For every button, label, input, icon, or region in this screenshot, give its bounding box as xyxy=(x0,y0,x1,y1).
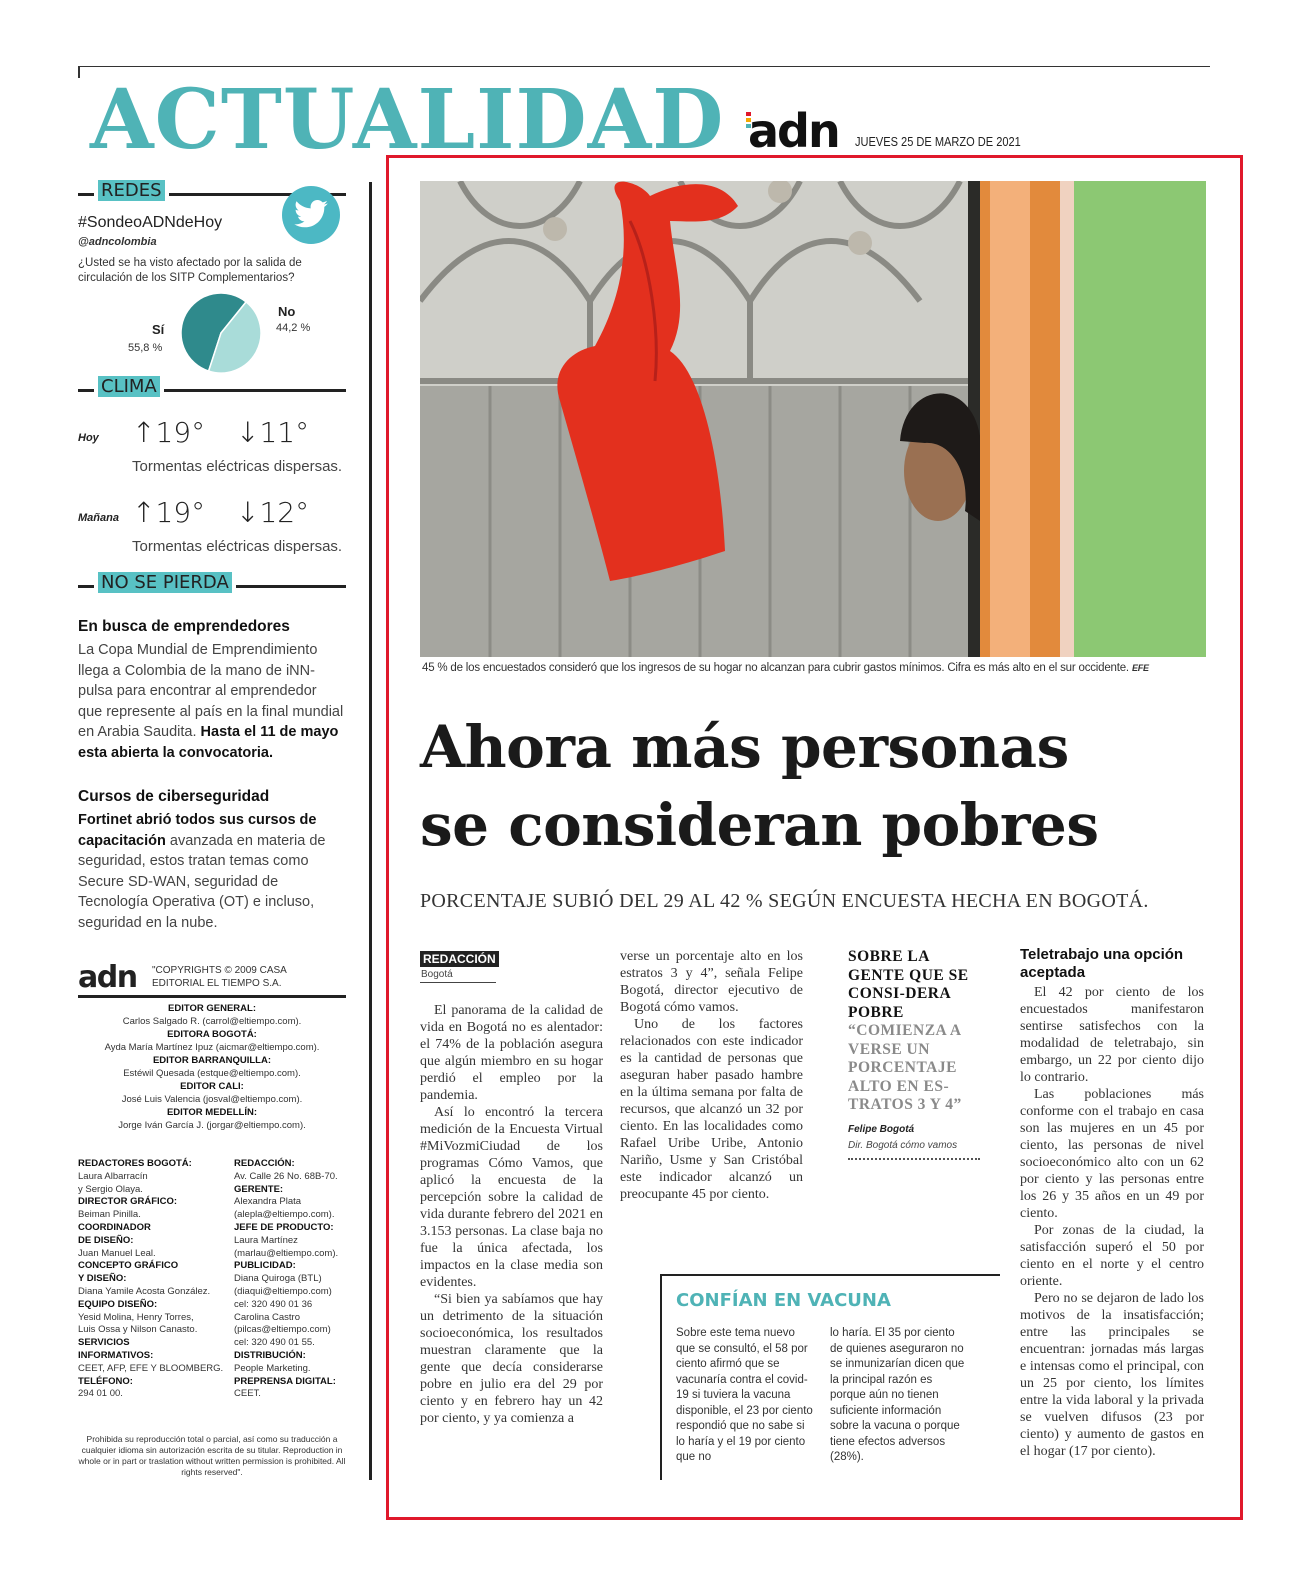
editor-name: José Luis Valencia (josval@eltiempo.com). xyxy=(121,1094,303,1105)
byline: REDACCIÓN xyxy=(420,951,499,967)
editor-title: EDITOR BARRANQUILLA: xyxy=(152,1055,272,1066)
editor-title: EDITOR MEDELLÍN: xyxy=(166,1107,258,1118)
staff-credits-col-1 xyxy=(78,1158,228,1401)
editor-name: Carlos Salgado R. (carrol@eltiempo.com). xyxy=(122,1016,302,1027)
no-se-pierda-section xyxy=(78,572,346,931)
teletrabajo-subheading: Teletrabajo una opción aceptada xyxy=(1020,946,1184,981)
credit-value: 294 01 00. xyxy=(78,1388,123,1400)
credit-value: Alexandra Plata xyxy=(234,1196,302,1208)
credit-value: (alepla@eltiempo.com). xyxy=(234,1209,335,1221)
clima-title: CLIMA xyxy=(98,376,160,397)
issue-date: JUEVES 25 DE MARZO DE 2021 xyxy=(855,134,1021,149)
twitter-bird-icon xyxy=(282,186,340,244)
clima-section xyxy=(78,376,346,555)
column-divider xyxy=(369,182,372,1480)
staff-credits-col-2 xyxy=(234,1158,352,1401)
poll-no-label: No xyxy=(278,304,296,319)
credit-role: PUBLICIDAD: xyxy=(234,1260,296,1272)
weather-min-tomorrow: ↓12° xyxy=(236,496,310,529)
pullquote-role: Dir. Bogotá cómo vamos xyxy=(848,1140,958,1151)
credit-value: CEET, AFP, EFE Y BLOOMBERG. xyxy=(78,1362,224,1374)
credit-role: DE DISEÑO: xyxy=(78,1234,134,1246)
brand-logo: adn xyxy=(748,104,839,158)
pullquote-heading: SOBRE LA GENTE QUE SE CONSI-DERA POBRE xyxy=(848,948,969,1021)
news-item-body: Fortinet abrió todos sus cursos de capacitación avanzada en materia de seguridad, estos tratan temas como Secure SD-WAN, seguridad de Tecnología Operativa (OT) e incluso, seguridad en la nube. xyxy=(78,812,326,931)
headline-line-2: se consideran pobres xyxy=(420,791,1099,859)
paragraph: Pero no se dejaron de lado los motivos de la insatisfacción; entre las principales se encuentran: jornadas más largas e intensas como el principal, con un 25 por ciento, los límites entre la vida laboral y la privada se vuelven difusos (23 por ciento) y aumento de gastos en el hogar (17 por ciento). xyxy=(1020,1291,1204,1459)
credit-value: (diaqui@eltiempo.com) xyxy=(234,1285,332,1297)
weather-max-today: ↑19° xyxy=(132,416,206,449)
credit-value: Carolina Castro xyxy=(234,1311,300,1323)
paragraph: Las poblaciones más conforme con el trabajo en casa son las mujeres en un 45 por ciento, las personas de nivel socioeconómico alto con un 62 por ciento y las personas entre los 26 y 35 años en un 49 por ciento. xyxy=(1020,1087,1204,1221)
editor-name: Estéwil Quesada (estque@eltiempo.com). xyxy=(123,1068,301,1079)
pullquote-text: “COMIENZA A VERSE UN PORCENTAJE ALTO EN ES-TRATOS 3 Y 4” xyxy=(848,1022,962,1113)
section-title: ACTUALIDAD xyxy=(90,72,725,168)
staff-rule xyxy=(78,995,346,998)
credit-value: (marlau@eltiempo.com). xyxy=(234,1247,339,1259)
headline-line-1: Ahora más personas xyxy=(420,713,1069,781)
credit-role: REDACTORES BOGOTÁ: xyxy=(78,1158,192,1169)
credit-role: PREPRENSA DIGITAL: xyxy=(234,1375,336,1387)
weather-max-tomorrow: ↑19° xyxy=(132,496,206,529)
paragraph: El 42 por ciento de los encuestados manifestaron sentirse satisfechos con la modalidad de teletrabajo, sin embargo, un 22 por ciento dijo lo contrario. xyxy=(1020,985,1204,1085)
poll-yes-value: 55,8 % xyxy=(128,342,163,354)
news-item-heading: Cursos de ciberseguridad xyxy=(78,788,270,805)
rights-notice: Prohibida su reproducción total o parcial, así como su traducción a cualquier idioma sin autorización escrita de su titular. Reproduction in whole or in part or traslation without written permission is prohibited. All rights reserved". xyxy=(78,1434,346,1477)
photo-credit: EFE xyxy=(1131,663,1149,673)
article-photo xyxy=(420,181,1206,657)
credit-value: Luis Ossa y Nilson Canasto. xyxy=(78,1324,198,1336)
credit-value: Diana Quiroga (BTL) xyxy=(234,1273,322,1285)
credit-role: SERVICIOS xyxy=(78,1337,130,1349)
vaccine-box-col-2: lo haría. El 35 por ciento de quienes aseguraron no se inmunizarían dicen que la principal razón es porque aún no tienen suficiente información sobre la vacuna o porque tiene efectos adversos (28%). xyxy=(830,1327,965,1463)
article-headline xyxy=(420,708,1220,864)
weather-desc-tomorrow: Tormentas eléctricas dispersas. xyxy=(132,538,343,555)
poll-pie-chart xyxy=(180,292,262,374)
no-se-pierda-heading xyxy=(78,572,346,598)
paragraph: “Si bien ya sabíamos que hay un detrimento de la situación socioeconómica, los resultados muestran claramente que la gente que decía considerarse pobre en julio era del 29 por ciento y en febrero hay un 42 por ciento, y ya comienza a xyxy=(420,1292,603,1426)
editors-list xyxy=(78,1002,346,1132)
credit-role: Y DISEÑO: xyxy=(78,1273,127,1285)
clima-heading xyxy=(78,376,346,402)
twitter-handle: @adncolombia xyxy=(78,236,157,248)
byline-rule xyxy=(420,982,496,983)
poll-no-value: 44,2 % xyxy=(276,322,311,334)
credit-value: cel: 320 490 01 55. xyxy=(234,1337,315,1349)
paragraph: Por zonas de la ciudad, la satisfacción superó el 50 por ciento en el norte y el centro oriente. xyxy=(1020,1223,1204,1289)
credit-value: Juan Manuel Leal. xyxy=(78,1247,156,1259)
top-rule-tick xyxy=(78,66,80,78)
credit-role: TELÉFONO: xyxy=(78,1375,133,1387)
pullquote-author: Felipe Bogotá xyxy=(848,1124,915,1135)
weather-min-today: ↓11° xyxy=(236,416,310,449)
vaccine-box-title: CONFÍAN EN VACUNA xyxy=(676,1290,891,1311)
editor-title: EDITORA BOGOTÁ: xyxy=(167,1029,257,1040)
poll-question: ¿Usted se ha visto afectado por la salida de circulación de los SITP Complementarios? xyxy=(78,257,302,284)
paragraph: El panorama de la calidad de vida en Bogotá no es alentador: el 74% de la población asegura que algún miembro en su hogar perdió el empleo por la pandemia. xyxy=(420,1003,603,1103)
vaccine-box-col-1: Sobre este tema nuevo que se consultó, el 58 por ciento afirmó que se vacunaría contra el covid-19 si tuviera la vacuna disponible, el 23 por ciento respondió que no sabe si lo haría y el 19 por ciento que no xyxy=(676,1327,813,1463)
credit-value: (pilcas@eltiempo.com) xyxy=(234,1324,331,1336)
pullquote-divider xyxy=(848,1158,980,1160)
credit-value: CEET. xyxy=(234,1388,261,1400)
article-column-2 xyxy=(620,948,803,1203)
editor-name: Ayda María Martínez Ipuz (aicmar@eltiempo.com). xyxy=(104,1042,320,1053)
credit-role: INFORMATIVOS: xyxy=(78,1349,154,1361)
credit-role: CONCEPTO GRÁFICO xyxy=(78,1260,179,1272)
poll-hashtag: #SondeoADNdeHoy xyxy=(78,214,223,231)
credit-value: People Marketing. xyxy=(234,1362,311,1374)
weather-day-today: Hoy xyxy=(78,432,99,444)
paragraph: Así lo encontró la tercera medición de la Encuesta Virtual #MiVozmiCiudad de los programas Cómo Vamos, que aplicó la encuesta de la percepción sobre la calidad de vida durante febrero del 2021 en 3.153 personas. La clase baja no fue la única afectada, los impactos en la clase media son evidentes. xyxy=(420,1105,603,1290)
copyright-notice: "COPYRIGHTS © 2009 CASA EDITORIAL EL TIEMPO S.A. xyxy=(152,965,287,989)
editor-title: EDITOR GENERAL: xyxy=(168,1003,256,1014)
paragraph: Uno de los factores relacionados con este indicador es la cantidad de personas que aseguran haber pasado hambre en la última semana por falta de recursos, que alcanzó un 32 por ciento. En las localidades como Rafael Uribe Uribe, Antonio Nariño, Usme y San Cristóbal este indicador alcanzó un preocupante 45 por ciento. xyxy=(620,1017,803,1202)
paragraph: verse un porcentaje alto en los estratos 3 y 4”, señala Felipe Bogotá, director ejecutivo de Bogotá cómo vamos. xyxy=(620,949,803,1015)
credit-value: Av. Calle 26 No. 68B-70. xyxy=(234,1170,338,1182)
redes-title: REDES xyxy=(98,180,165,201)
no-se-pierda-title: NO SE PIERDA xyxy=(98,572,232,593)
news-item-body: La Copa Mundial de Emprendimiento llega a Colombia de la mano de iNN-pulsa para encontrar al emprendedor que represente al país en la final mundial en Arabia Saudita. Hasta el 11 de mayo esta abierta la convocatoria. xyxy=(78,642,344,761)
credit-role: DIRECTOR GRÁFICO: xyxy=(78,1196,178,1208)
editor-name: Jorge Iván García J. (jorgar@eltiempo.com). xyxy=(118,1120,306,1131)
credit-value: cel: 320 490 01 36 xyxy=(234,1298,313,1310)
news-item-heading: En busca de emprendedores xyxy=(78,618,290,635)
credit-value: y Sergio Olaya. xyxy=(78,1183,143,1195)
credit-role: GERENTE: xyxy=(234,1183,284,1195)
article-subhead: PORCENTAJE SUBIÓ DEL 29 AL 42 % SEGÚN ENCUESTA HECHA EN BOGOTÁ. xyxy=(420,890,1149,912)
article-column-4 xyxy=(1020,984,1204,1460)
editor-title: EDITOR CALI: xyxy=(180,1081,244,1092)
weather-day-tomorrow: Mañana xyxy=(78,512,119,524)
photo-caption: 45 % de los encuestados consideró que los ingresos de su hogar no alcanzan para cubrir gastos mínimos. Cifra es más alto en el sur occidente. EFE xyxy=(422,662,1149,674)
weather-desc-today: Tormentas eléctricas dispersas. xyxy=(132,458,343,475)
credit-role: DISTRIBUCIÓN: xyxy=(234,1349,306,1361)
credit-role: EQUIPO DISEÑO: xyxy=(78,1298,158,1310)
credit-role: COORDINADOR xyxy=(78,1221,151,1233)
credit-value: Laura Martínez xyxy=(234,1234,298,1246)
staff-brand-logo: adn xyxy=(78,960,137,995)
credit-role: JEFE DE PRODUCTO: xyxy=(234,1221,334,1233)
credit-value: Diana Yamile Acosta González. xyxy=(78,1285,211,1297)
credit-value: Yesid Molina, Henry Torres, xyxy=(78,1311,194,1323)
credit-role: REDACCIÓN: xyxy=(234,1158,295,1169)
credit-value: Laura Albarracín xyxy=(78,1170,148,1182)
poll-yes-label: Sí xyxy=(152,322,165,337)
article-column-1 xyxy=(420,1002,603,1427)
credit-value: Beiman Pinilla. xyxy=(78,1209,141,1221)
top-rule xyxy=(78,66,1210,67)
byline-city: Bogotá xyxy=(421,969,453,980)
redes-section xyxy=(78,180,346,354)
